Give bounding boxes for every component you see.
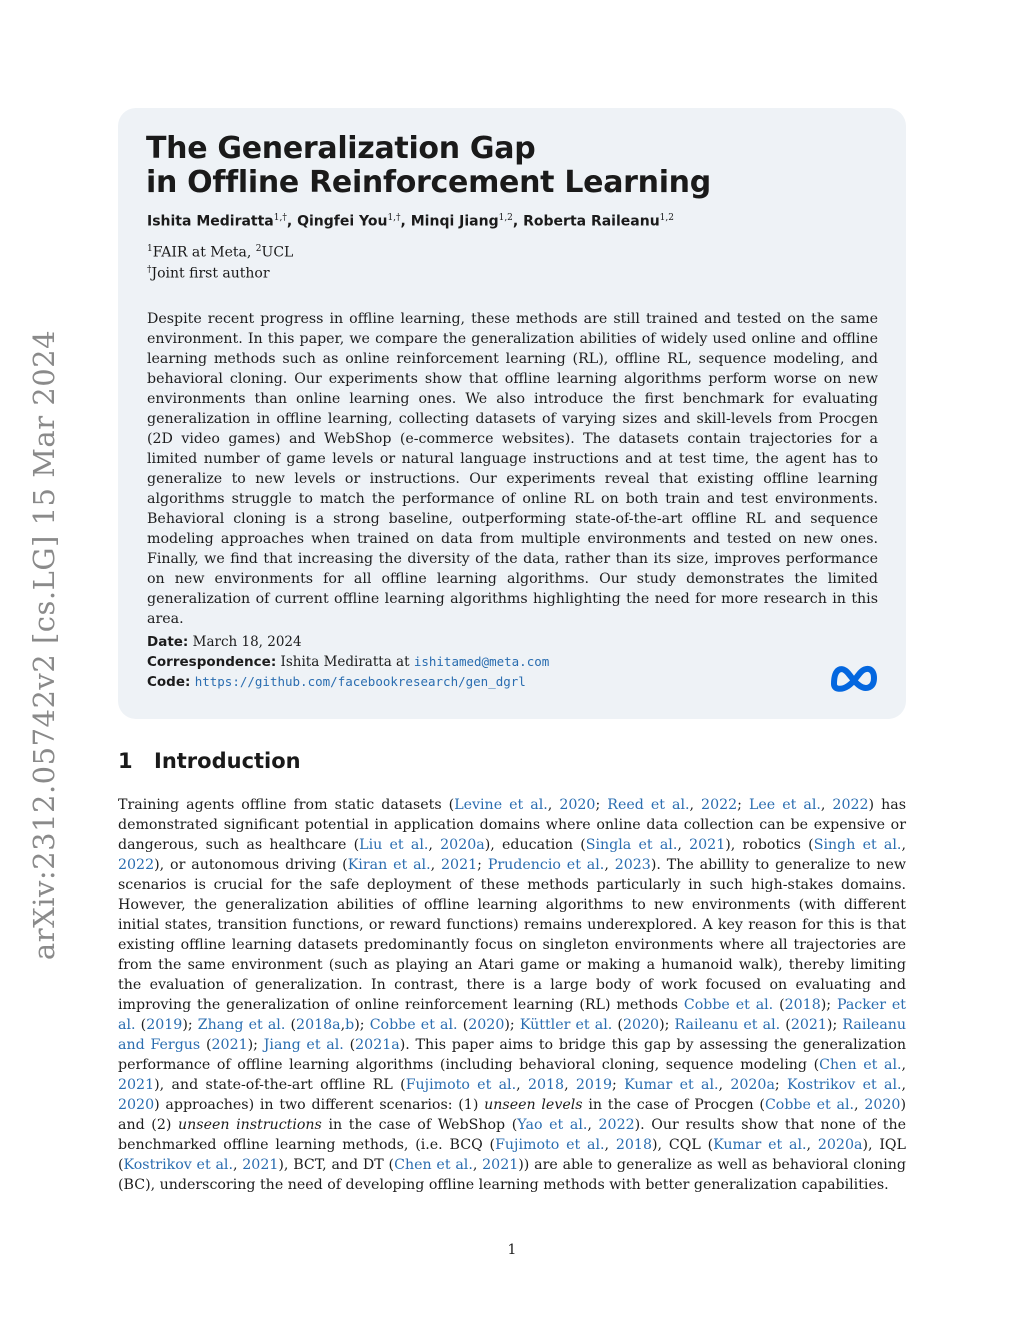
- citation-link[interactable]: 2020: [559, 797, 596, 813]
- arxiv-id[interactable]: arXiv:2312.05742v2 [cs.LG] 15 Mar 2024: [27, 329, 61, 961]
- citation-link[interactable]: 2019: [146, 1017, 183, 1033]
- text: ,: [547, 797, 560, 813]
- affiliation-sup: 1: [147, 244, 153, 254]
- citation-link[interactable]: Levine et al.: [454, 797, 548, 813]
- text: ) has demonstrated significant potential in application domains where online data collection can be expensive or dangerous, such as healthcare (: [118, 797, 906, 853]
- citation-link[interactable]: 2021a: [355, 1037, 400, 1053]
- citation-link[interactable]: b: [345, 1017, 355, 1033]
- text: ,: [428, 837, 441, 853]
- text: ,: [677, 837, 690, 853]
- text: ,: [901, 837, 906, 853]
- section-title: Introduction: [154, 749, 301, 773]
- text: ;: [774, 1077, 788, 1093]
- text: in the case of WebShop (: [321, 1117, 518, 1133]
- citation-link[interactable]: 2020a: [730, 1077, 775, 1093]
- introduction-paragraph: [118, 795, 906, 1195]
- text: ;: [477, 857, 488, 873]
- paper-title: [146, 132, 711, 200]
- text: (: [285, 1017, 297, 1033]
- text: Training agents offline from static datasets (: [118, 797, 455, 813]
- text: );: [504, 1017, 520, 1033]
- text: (: [780, 1017, 791, 1033]
- text: ), education (: [484, 837, 586, 853]
- citation-link[interactable]: 2018: [784, 997, 821, 1013]
- text: );: [182, 1017, 198, 1033]
- text: );: [247, 1037, 264, 1053]
- text: ,: [718, 1077, 731, 1093]
- text: )) are able to generalize as well as behavioral cloning (BC), underscoring the need of developing offline learning methods with better generalization capabilities.: [118, 1157, 907, 1193]
- abstract: Despite recent progress in offline learning, these methods are still trained and tested on the same environment. In this paper, we compare the generalization abilities of widely used online and offline learning methods such as online reinforcement learning (RL), offline RL, sequence modeling, and behavioral cloning. Our experiments show that offline learning algorithms perform worse on new environments than online learning ones. We also introduce the first benchmark for evaluating generalization in offline learning, collecting datasets of varying sizes and skill-levels from Procgen (2D video games) and WebShop (e-commerce websites). The datasets contain trajectories for a limited number of game levels or natural language instructions and at test time, the agent has to generalize to new levels or instructions. Our experiments reveal that existing offline learning algorithms struggle to match the performance of online RL on both train and test environments. Behavioral cloning is a strong baseline, outperforming state-of-the-art offline RL and sequence modeling approaches when trained on data from multiple environments and tested on new ones. Finally, we find that increasing the diversity of the data, rather than its size, improves performance on new environments for all offline learning algorithms. Our study demonstrates the limited generalization of current offline learning algorithms highlighting the need for more research in this area.: [147, 311, 878, 627]
- text: ,: [854, 1097, 865, 1113]
- joint-note-text: Joint first author: [151, 265, 270, 282]
- author-sup: 1,†: [273, 213, 287, 223]
- citation-link[interactable]: Chen et al.: [394, 1157, 473, 1173]
- text: ) and (2): [118, 1097, 906, 1133]
- text: ). Our results show that none of the benchmarked offline learning methods, (i.e. BCQ (: [118, 1117, 907, 1153]
- text: ;: [595, 797, 608, 813]
- text: (: [343, 1037, 356, 1053]
- citation-link[interactable]: Cobbe et al.: [369, 1017, 458, 1033]
- citation-link[interactable]: Küttler et al.: [519, 1017, 613, 1033]
- citation-link[interactable]: 2020: [468, 1017, 505, 1033]
- citation-link[interactable]: Singla et al.: [585, 837, 678, 853]
- title-line-1: The Generalization Gap: [146, 131, 536, 166]
- citation-link[interactable]: 2022: [598, 1117, 635, 1133]
- title-line-2: in Offline Reinforcement Learning: [146, 165, 711, 200]
- text: (: [200, 1037, 212, 1053]
- text: ;: [612, 1077, 625, 1093]
- text: ,: [604, 1137, 616, 1153]
- text: ,: [587, 1117, 599, 1133]
- text: ,: [806, 1137, 818, 1153]
- section-number: 1: [118, 749, 133, 773]
- section-heading: [118, 749, 301, 773]
- citation-link[interactable]: 2019: [575, 1077, 613, 1093]
- dagger-sup: †: [147, 265, 152, 275]
- text: ;: [737, 797, 749, 813]
- citation-link[interactable]: Lee et al.: [748, 797, 821, 813]
- text: ). The abillity to generalize to new scenarios is crucial for the safe deployment of these methods particularly in such high-stakes domains. However, the generalization abilities of offline learning algorithms to new environments (with different initial states, transition functions, or reward functions) remains underexplored. A key reason for this is that existing offline learning datasets predominantly focus on singleton environments where all trajectories are from the same environment (such as playing an Atari game or making a humanoid walk), thereby limiting the evaluation of generalization. In contrast, there is a large body of work focused on evaluating and improving the generalization of online reinforcement learning (RL) methods: [118, 857, 906, 1013]
- citation-link[interactable]: Singh et al.: [813, 837, 902, 853]
- text: ), and state-of-the-art offline RL (: [154, 1077, 406, 1093]
- affiliation-meta: FAIR at Meta,: [152, 244, 256, 261]
- citation-link[interactable]: 2018a: [296, 1017, 341, 1033]
- author-name: Roberta Raileanu: [523, 213, 660, 230]
- text: );: [659, 1017, 675, 1033]
- author-list: Ishita Mediratta$^{1,\dagger}$, Qingfei You$^{1,\dagger}$, Minqi Jiang$^{1,2}$, Roberta Raileanu$^{1,2}$: [147, 213, 674, 230]
- text: in the case of Procgen (: [582, 1097, 765, 1113]
- text: ,: [472, 1157, 483, 1173]
- text: ,: [516, 1077, 528, 1093]
- citation-link[interactable]: 2021: [790, 1017, 827, 1033]
- author-name: Ishita Mediratta: [147, 213, 274, 230]
- citation-link[interactable]: Kiran et al.: [347, 857, 431, 873]
- citation-link[interactable]: 2021: [482, 1157, 519, 1173]
- citation-link[interactable]: Kumar et al.: [713, 1137, 807, 1153]
- citation-link[interactable]: 2021: [689, 837, 726, 853]
- text: ), or autonomous driving (: [154, 857, 348, 873]
- citation-link[interactable]: 2020: [864, 1097, 901, 1113]
- text: (: [135, 1017, 147, 1033]
- text: );: [826, 1017, 843, 1033]
- text: ,: [604, 857, 615, 873]
- text: ,: [820, 797, 833, 813]
- citation-link[interactable]: Liu et al.: [359, 837, 429, 853]
- citation-link[interactable]: Raileanu et al.: [674, 1017, 781, 1033]
- text: ,: [901, 1057, 907, 1073]
- citation-link[interactable]: Kostrikov et al.: [787, 1077, 902, 1093]
- citation-link[interactable]: Cobbe et al.: [764, 1097, 855, 1113]
- text: ), CQL (: [651, 1137, 714, 1153]
- citation-link[interactable]: Cobbe et al.: [683, 997, 774, 1013]
- citation-link[interactable]: 2021: [211, 1037, 248, 1053]
- emphasis-text: unseen levels: [484, 1097, 583, 1113]
- citation-link[interactable]: 2020: [118, 1097, 155, 1113]
- text: ,: [340, 1017, 346, 1033]
- text: ). This paper aims to bridge this gap by assessing the generalization performance of offline learning algorithms (including behavioral cloning, sequence modeling (: [118, 1037, 907, 1073]
- affiliation-sup: 2: [255, 244, 262, 254]
- text: ,: [689, 797, 702, 813]
- text: ,: [901, 1077, 907, 1093]
- citation-link[interactable]: 2020a: [440, 837, 485, 853]
- text: ,: [430, 857, 442, 873]
- citation-link[interactable]: Packer et al.: [118, 997, 907, 1033]
- text: );: [820, 997, 837, 1013]
- text: );: [354, 1017, 370, 1033]
- citation-link[interactable]: Reed et al.: [607, 797, 690, 813]
- citation-link[interactable]: 2023: [614, 857, 651, 873]
- citation-link[interactable]: 2020: [622, 1017, 660, 1033]
- text: ,: [232, 1157, 243, 1173]
- emphasis-text: unseen instructions: [178, 1117, 322, 1133]
- author-sup: 1,†: [387, 213, 401, 223]
- date-row: [147, 634, 302, 650]
- correspondence-name: Ishita Mediratta at: [280, 654, 414, 670]
- citation-link[interactable]: Jiang et al.: [263, 1037, 344, 1053]
- affiliation-ucl: UCL: [261, 244, 294, 261]
- author-name: Qingfei You: [297, 213, 388, 230]
- joint-first-author-note: [147, 265, 270, 282]
- text: (: [773, 997, 785, 1013]
- citation-link[interactable]: 2021: [242, 1157, 279, 1173]
- text: ,: [564, 1077, 576, 1093]
- citation-link[interactable]: 2018: [527, 1077, 565, 1093]
- correspondence-row: [147, 654, 549, 670]
- citation-link[interactable]: Kumar et al.: [624, 1077, 719, 1093]
- date-value: March 18, 2024: [192, 634, 302, 650]
- citation-link[interactable]: 2022: [118, 857, 155, 873]
- text: ), BCT, and DT (: [278, 1157, 395, 1173]
- citation-link[interactable]: Raileanu and Fergus: [118, 1017, 907, 1053]
- code-url-link[interactable]: https://github.com/facebookresearch/gen_dgrl: [194, 674, 526, 689]
- citation-link[interactable]: Kostrikov et al.: [123, 1157, 233, 1173]
- citation-link[interactable]: Prudencio et al.: [487, 857, 605, 873]
- author-sup: 1,2: [498, 213, 513, 223]
- page-number: 1: [507, 1242, 517, 1258]
- citation-link[interactable]: 2022: [701, 797, 738, 813]
- correspondence-email-link[interactable]: ishitamed@meta.com: [413, 654, 550, 669]
- citation-link[interactable]: 2018: [615, 1137, 652, 1153]
- citation-link[interactable]: Chen et al.: [819, 1057, 902, 1073]
- citation-link[interactable]: 2022: [832, 797, 869, 813]
- citation-link[interactable]: Zhang et al.: [197, 1017, 286, 1033]
- code-row: [147, 674, 526, 690]
- author-name: Minqi Jiang: [410, 213, 499, 230]
- citation-link[interactable]: 2021: [441, 857, 478, 873]
- citation-link[interactable]: 2020a: [817, 1137, 863, 1153]
- text: ), IQL (: [118, 1137, 906, 1173]
- text: (: [612, 1017, 623, 1033]
- code-label: Code:: [147, 674, 191, 690]
- text: ) approaches) in two different scenarios: (1): [154, 1097, 485, 1113]
- citation-link[interactable]: Yao et al.: [517, 1117, 588, 1133]
- affiliations: [147, 244, 293, 261]
- text: (: [457, 1017, 469, 1033]
- author-sup: 1,2: [659, 213, 674, 223]
- citation-link[interactable]: Fujimoto et al.: [495, 1137, 605, 1153]
- meta-logo-icon: [828, 660, 880, 694]
- date-label: Date:: [147, 634, 189, 650]
- text: ), robotics (: [725, 837, 814, 853]
- correspondence-label: Correspondence:: [147, 654, 277, 670]
- citation-link[interactable]: 2021: [118, 1077, 155, 1093]
- citation-link[interactable]: Fujimoto et al.: [405, 1077, 517, 1093]
